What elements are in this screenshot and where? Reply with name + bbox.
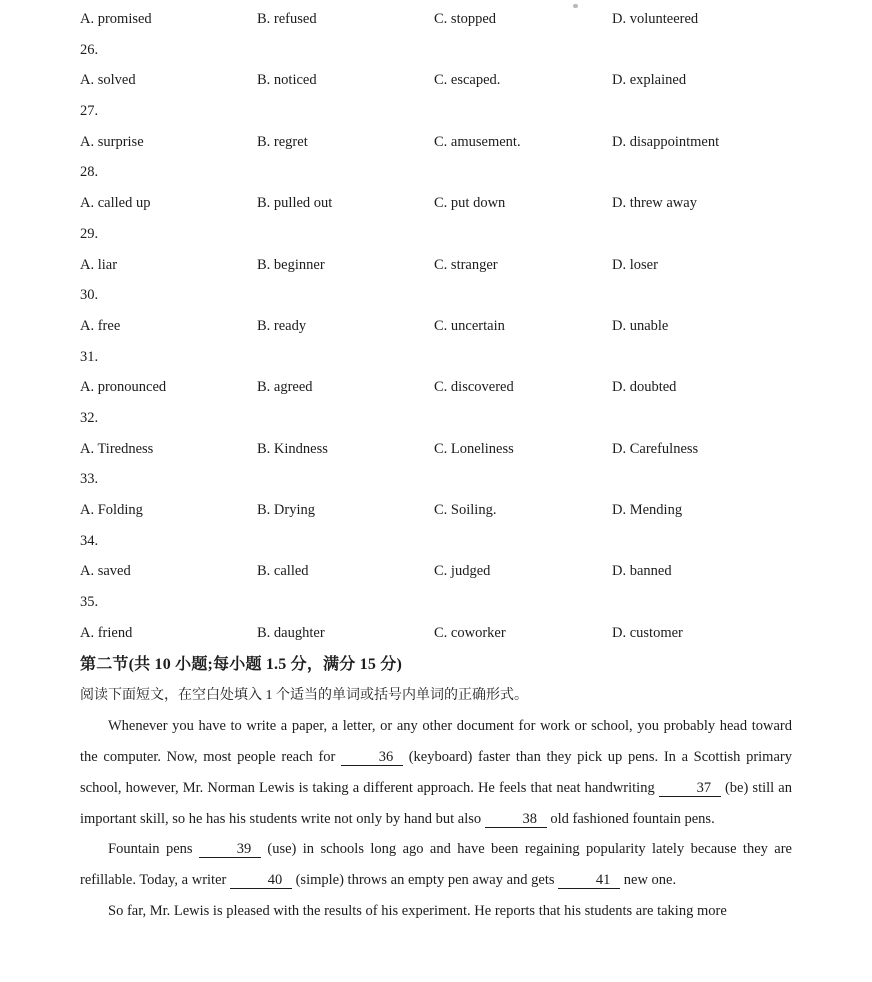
question-options-row	[80, 65, 792, 96]
option-d: D. Carefulness	[612, 440, 699, 457]
option-d: D. customer	[612, 624, 683, 641]
option-a: A. called up	[80, 195, 151, 212]
option-a: A. Folding	[80, 502, 143, 518]
passage-paragraph-2	[80, 834, 792, 895]
passage-text: (use) in schools long ago and have been regaining popularity lately because they are refillable. Today, a writer	[80, 841, 792, 888]
option-b: B. beginner	[257, 256, 325, 273]
option-a: A. surprise	[80, 133, 144, 150]
question-options-row	[80, 372, 792, 403]
question-options-row	[80, 250, 792, 281]
option-d: D. banned	[612, 563, 672, 580]
option-c: C. uncertain	[434, 317, 505, 334]
question-number-31: 31.	[80, 348, 99, 365]
question-options-row	[80, 495, 792, 526]
option-d: D. threw away	[612, 195, 697, 212]
passage-text: (simple) throws an empty pen away and gets	[291, 871, 559, 888]
option-a: A. Tiredness	[80, 440, 154, 457]
question-number-30: 30.	[80, 287, 99, 304]
option-d: D. loser	[612, 256, 658, 273]
question-options-row	[80, 188, 792, 219]
passage-text: old fashioned fountain pens.	[546, 810, 715, 827]
option-a: A. solved	[80, 72, 136, 89]
question-number-29: 29.	[80, 225, 99, 242]
option-a: A. saved	[80, 563, 131, 580]
option-b: B. noticed	[257, 72, 317, 89]
question-number-32: 32.	[80, 409, 99, 426]
option-b: B. ready	[257, 317, 307, 334]
passage-text: new one.	[620, 871, 677, 888]
passage-paragraph-3: So far, Mr. Lewis is pleased with the results of his experiment. He reports that his students are taking more	[108, 902, 727, 919]
option-b: B. regret	[257, 133, 308, 150]
question-options-row	[80, 127, 792, 158]
option-a: A. pronounced	[80, 379, 167, 396]
question-options-row	[80, 311, 792, 342]
option-b: B. Drying	[257, 502, 315, 518]
passage-text: Whenever you have to write a paper, a letter, or any other document for work or school, you probably head toward the computer. Now, most people reach for	[80, 718, 792, 766]
question-number-27: 27.	[80, 103, 99, 120]
passage-text: (keyboard) faster than they pick up pens. In a Scottish primary school, however, Mr. Norman Lewis is taking a different approach. He feels that neat handwriting	[80, 749, 792, 796]
option-b: B. refused	[257, 11, 317, 27]
question-number-34: 34.	[80, 532, 99, 549]
question-options-row	[80, 618, 792, 649]
question-number-26: 26.	[80, 41, 99, 58]
option-d: D. disappointment	[612, 133, 720, 150]
blank-36: 36	[341, 750, 403, 766]
question-options-row	[80, 434, 792, 465]
option-b: B. agreed	[257, 379, 313, 396]
option-b: B. pulled out	[257, 195, 333, 212]
option-d: D. explained	[612, 72, 687, 89]
option-a: A. friend	[80, 624, 133, 641]
option-c: C. amusement.	[434, 133, 521, 150]
option-c: C. Loneliness	[434, 440, 514, 457]
question-options-row	[80, 556, 792, 587]
option-c: C. discovered	[434, 379, 514, 396]
blank-38: 38	[485, 812, 547, 828]
blank-37: 37	[659, 781, 721, 797]
question-number-35: 35.	[80, 594, 99, 611]
section-heading: 第二节(共 10 小题;每小题 1.5 分，满分 15 分)	[80, 656, 402, 674]
option-d: D. volunteered	[612, 11, 699, 27]
option-c: C. escaped.	[434, 72, 501, 89]
option-a: A. promised	[80, 11, 152, 27]
option-d: D. Mending	[612, 502, 683, 518]
passage-text: Fountain pens	[108, 841, 199, 858]
option-b: B. daughter	[257, 624, 325, 641]
passage-paragraph-1	[80, 711, 792, 834]
passage-text: (be) still an important skill, so he has his students write not only by hand but also	[80, 779, 792, 827]
page-content	[80, 4, 792, 926]
blank-40: 40	[230, 873, 292, 889]
question-options-row	[80, 4, 792, 35]
option-a: A. free	[80, 317, 121, 334]
option-c: C. stopped	[434, 11, 497, 27]
option-d: D. unable	[612, 317, 669, 334]
question-number-33: 33.	[80, 471, 99, 488]
section-instruction: 阅读下面短文，在空白处填入 1 个适当的单词或括号内单词的正确形式。	[80, 688, 528, 704]
question-number-28: 28.	[80, 164, 99, 181]
option-c: C. coworker	[434, 624, 506, 641]
blank-41: 41	[558, 873, 620, 889]
blank-39: 39	[199, 842, 261, 858]
option-d: D. doubted	[612, 379, 677, 396]
option-b: B. Kindness	[257, 440, 328, 457]
option-c: C. stranger	[434, 256, 498, 273]
option-a: A. liar	[80, 256, 118, 273]
option-c: C. Soiling.	[434, 502, 497, 518]
option-c: C. put down	[434, 195, 506, 212]
option-b: B. called	[257, 563, 309, 580]
option-c: C. judged	[434, 563, 491, 580]
